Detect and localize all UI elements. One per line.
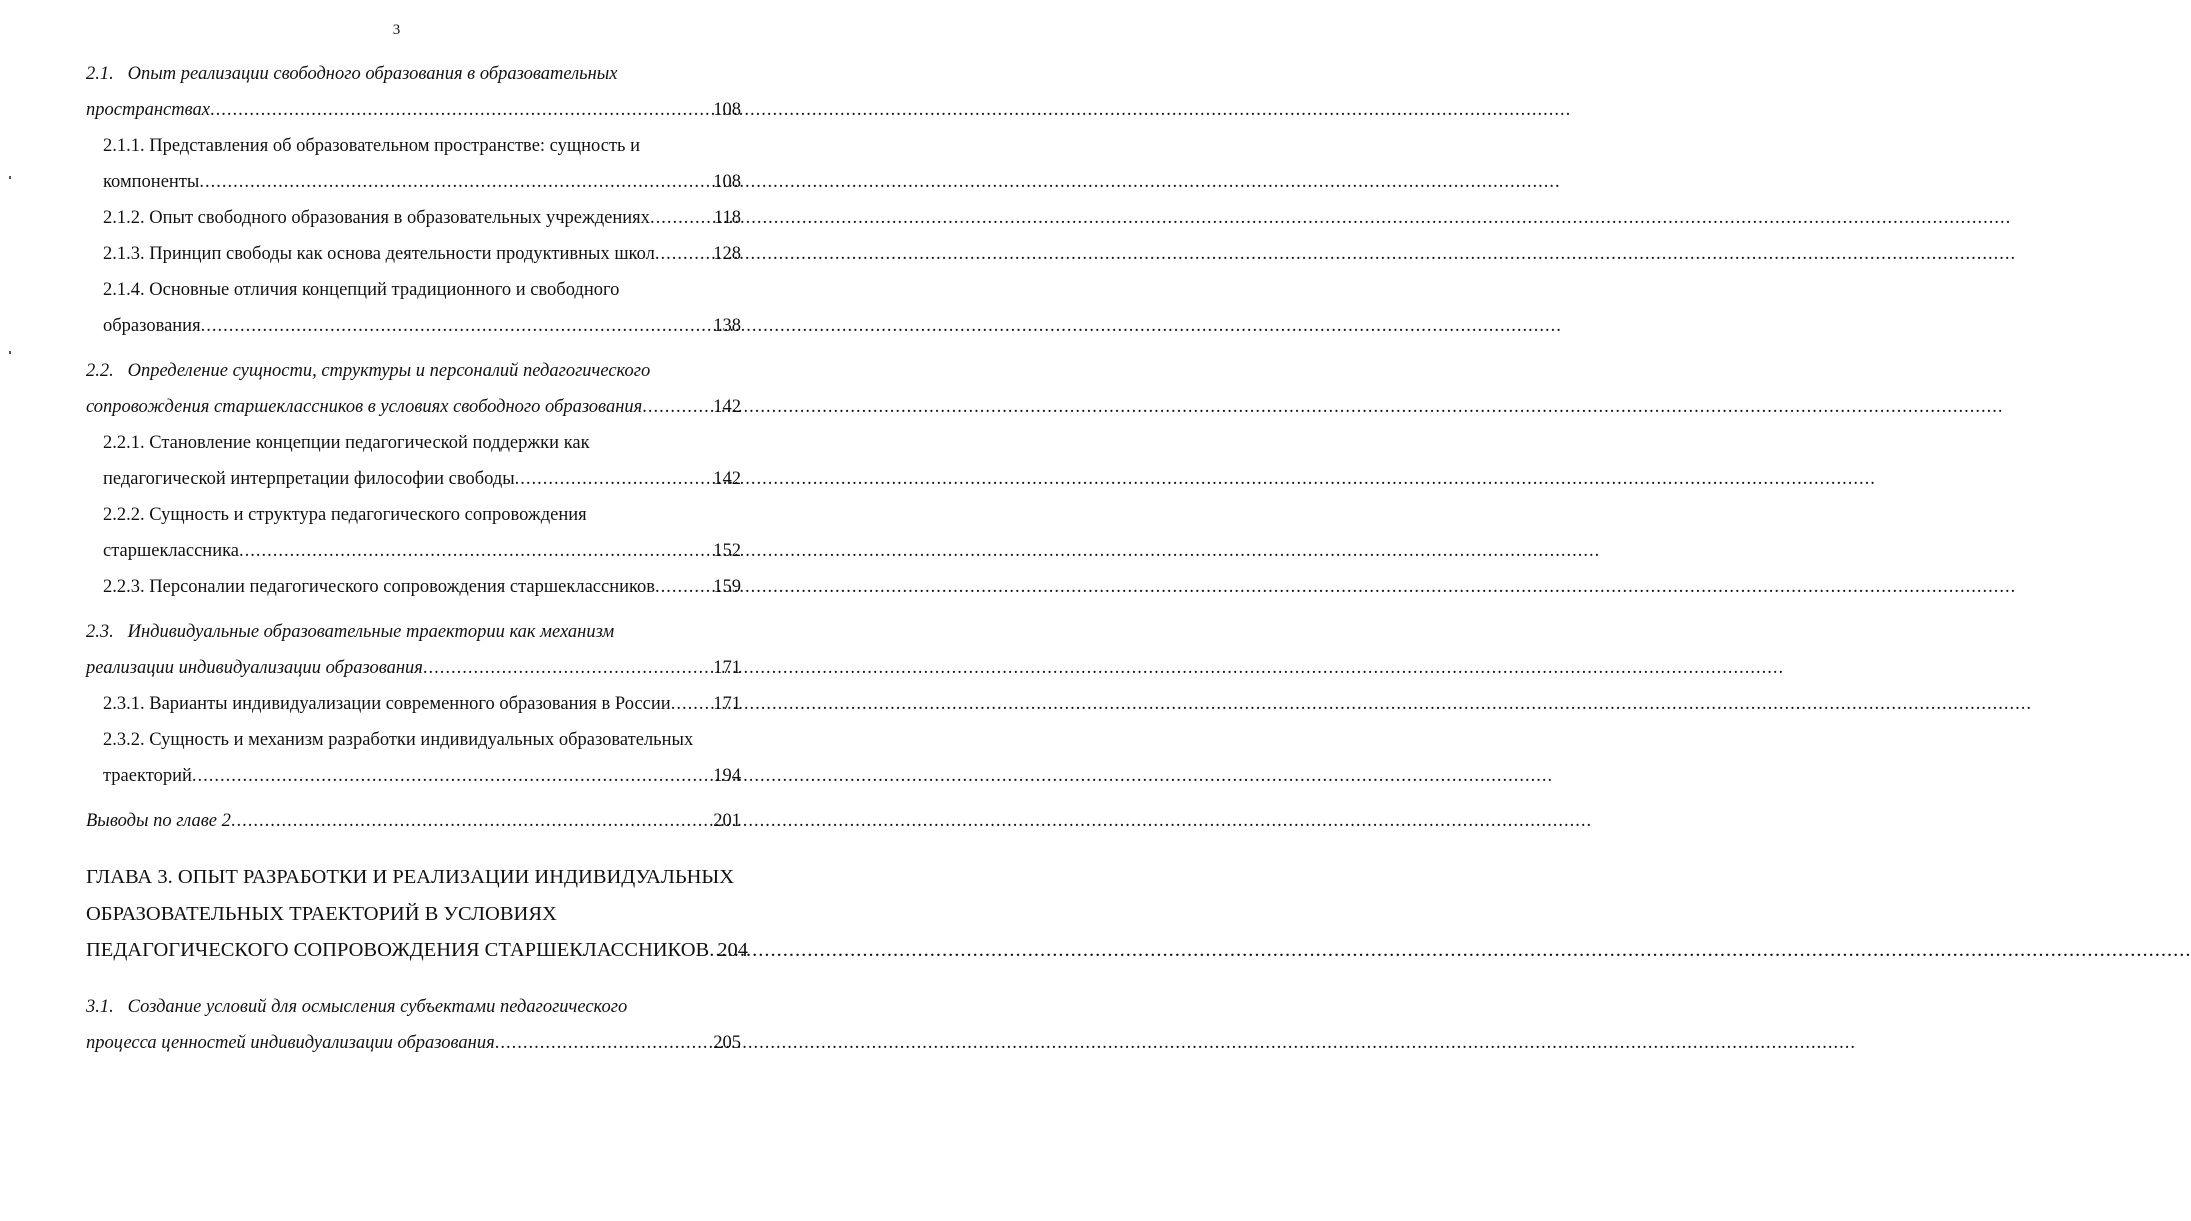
toc-entry-title: 2.3. Индивидуальные образовательные траектории как механизм bbox=[86, 622, 615, 642]
toc-entry-section bbox=[86, 614, 741, 686]
dot-leader bbox=[201, 308, 712, 344]
dot-leader bbox=[671, 686, 712, 722]
dot-leader bbox=[495, 1025, 712, 1061]
toc-entry-sub bbox=[86, 569, 741, 605]
toc-entry-title: ОБРАЗОВАТЕЛЬНЫХ ТРАЕКТОРИЙ В УСЛОВИЯХ bbox=[86, 902, 557, 925]
toc-page-number: 204 bbox=[717, 939, 748, 961]
toc-entry-sub bbox=[86, 722, 741, 794]
toc-entry-title: 2.3.1. Варианты индивидуализации современного образования в России bbox=[103, 694, 671, 714]
toc-page-number: 194 bbox=[713, 766, 741, 786]
dot-leader bbox=[423, 650, 711, 686]
toc-page-number: 171 bbox=[713, 694, 741, 714]
toc-page-number: 159 bbox=[713, 577, 741, 597]
toc-entry-section bbox=[86, 989, 741, 1061]
toc-page-number: 108 bbox=[713, 100, 741, 120]
scan-speck bbox=[9, 176, 11, 179]
toc-entry-title: Выводы по главе 2 bbox=[86, 811, 231, 831]
toc-page-number: 108 bbox=[713, 172, 741, 192]
page-number: 3 bbox=[392, 22, 401, 38]
toc-entry-section bbox=[86, 353, 741, 425]
toc-entry-title: 2.1.4. Основные отличия концепций традиционного и свободного bbox=[103, 280, 620, 300]
toc-page-number: 201 bbox=[713, 811, 741, 831]
toc-entry-title: старшеклассника bbox=[103, 541, 240, 561]
dot-leader bbox=[655, 569, 711, 605]
toc-page-number: 205 bbox=[713, 1032, 741, 1053]
toc-page-number: 152 bbox=[713, 541, 741, 561]
toc-entry-section bbox=[86, 56, 741, 128]
toc-entry-title: 2.2.2. Сущность и структура педагогического сопровождения bbox=[103, 505, 587, 525]
scan-speck bbox=[9, 351, 11, 354]
toc-entry-title: 3.1. Создание условий для осмысления субъектами педагогического bbox=[86, 996, 628, 1017]
toc-entry-sub bbox=[86, 128, 741, 200]
toc-entry-sub bbox=[86, 686, 741, 722]
toc-entry-sub bbox=[86, 236, 741, 272]
toc-entry-title: компоненты bbox=[103, 172, 200, 192]
toc-entry-sub bbox=[86, 272, 741, 344]
dot-leader bbox=[650, 200, 712, 236]
toc-page-number: 138 bbox=[713, 316, 741, 336]
toc-entry-title: 2.2.1. Становление концепции педагогической поддержки как bbox=[103, 433, 590, 453]
toc-entry-title: траекторий bbox=[103, 766, 192, 786]
toc-entry-chapter bbox=[86, 859, 748, 969]
toc-entry-section bbox=[86, 803, 741, 839]
toc-entry-title: 2.1. Опыт реализации свободного образования в образовательных bbox=[86, 64, 618, 84]
toc-entry-title: пространствах bbox=[86, 100, 210, 120]
toc-page-number: 118 bbox=[713, 208, 741, 228]
dot-leader bbox=[515, 461, 712, 497]
toc-entry-title: 2.1.1. Представления об образовательном пространстве: сущность и bbox=[103, 136, 640, 156]
toc-entry-sub bbox=[86, 200, 741, 236]
toc-entry-sub bbox=[86, 425, 741, 497]
toc-entry-title: педагогической интерпретации философии свободы bbox=[103, 469, 515, 489]
dot-leader bbox=[239, 533, 711, 569]
toc-entry-sub bbox=[86, 497, 741, 569]
dot-leader bbox=[231, 803, 711, 839]
toc-page-number: 142 bbox=[713, 469, 741, 489]
toc-page-number: 128 bbox=[713, 244, 741, 264]
toc-entry-title: 2.1.3. Принцип свободы как основа деятельности продуктивных школ bbox=[103, 244, 655, 264]
dot-leader bbox=[655, 236, 711, 272]
toc-entry-title: реализации индивидуализации образования bbox=[86, 658, 423, 678]
table-of-contents bbox=[86, 56, 748, 1061]
toc-entry-title: 2.2. Определение сущности, структуры и персоналий педагогического bbox=[86, 361, 651, 381]
toc-entry-title: 2.3.2. Сущность и механизм разработки индивидуальных образовательных bbox=[103, 730, 694, 750]
toc-entry-title: 2.1.2. Опыт свободного образования в образовательных учреждениях bbox=[103, 208, 650, 228]
toc-entry-title: 2.2.3. Персоналии педагогического сопровождения старшеклассников bbox=[103, 577, 656, 597]
toc-page-number: 171 bbox=[713, 658, 741, 678]
dot-leader bbox=[642, 389, 711, 425]
toc-entry-title: ПЕДАГОГИЧЕСКОГО СОПРОВОЖДЕНИЯ СТАРШЕКЛАССНИКОВ bbox=[86, 939, 710, 961]
dot-leader bbox=[210, 92, 711, 128]
toc-entry-title: ГЛАВА 3. ОПЫТ РАЗРАБОТКИ И РЕАЛИЗАЦИИ ИНДИВИДУАЛЬНЫХ bbox=[86, 866, 735, 888]
dot-leader bbox=[199, 164, 711, 200]
toc-page-number: 142 bbox=[713, 397, 741, 417]
dot-leader bbox=[192, 758, 711, 794]
toc-entry-title: сопровождения старшеклассников в условиях свободного образования bbox=[86, 397, 643, 417]
toc-entry-title: образования bbox=[103, 316, 201, 336]
toc-entry-title: процесса ценностей индивидуализации образования bbox=[86, 1032, 495, 1053]
